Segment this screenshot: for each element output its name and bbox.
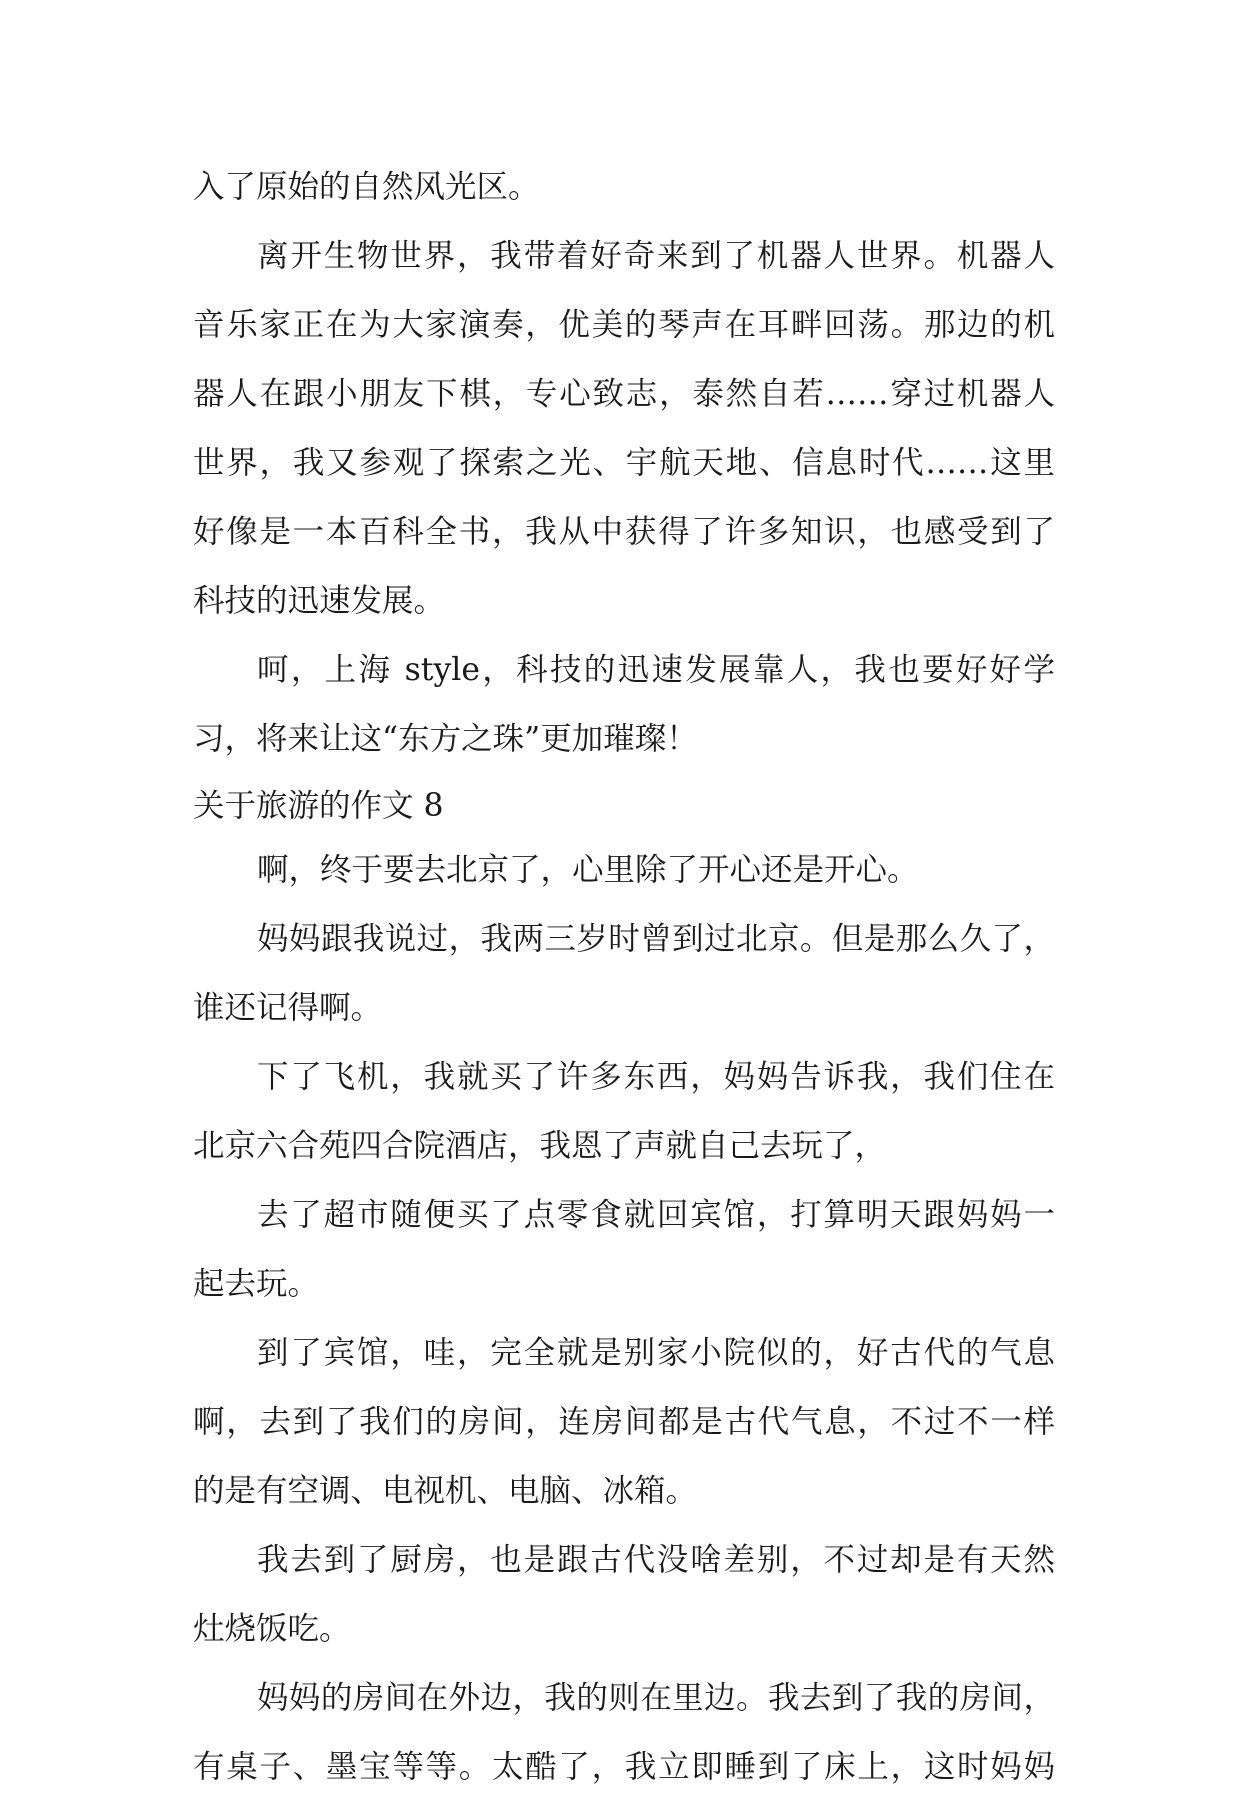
text-line: 有桌子、墨宝等等。太酷了，我立即睡到了床上，这时妈妈 xyxy=(193,1749,1055,1785)
text-line: 北京六合苑四合院酒店，我恩了声就自己去玩了， xyxy=(193,1128,887,1164)
text-line: 的是有空调、电视机、电脑、冰箱。 xyxy=(193,1473,698,1509)
text-line: 啊，终于要去北京了，心里除了开心还是开心。 xyxy=(257,852,919,888)
text-line: 我去到了厨房，也是跟古代没啥差别，不过却是有天然 xyxy=(257,1542,1055,1578)
text-line: 呵，上海 style，科技的迅速发展靠人，我也要好好学 xyxy=(257,652,1055,688)
text-line: 离开生物世界，我带着好奇来到了机器人世界。机器人 xyxy=(257,238,1055,274)
text-line: 谁还记得啊。 xyxy=(193,990,383,1026)
text-line: 去了超市随便买了点零食就回宾馆，打算明天跟妈妈一 xyxy=(257,1197,1055,1233)
text-line: 下了飞机，我就买了许多东西，妈妈告诉我，我们住在 xyxy=(257,1059,1055,1095)
document-body xyxy=(193,157,1055,1806)
text-line: 妈妈的房间在外边，我的则在里边。我去到了我的房间， xyxy=(257,1680,1055,1716)
text-line: 啊，去到了我们的房间，连房间都是古代气息，不过不一样 xyxy=(193,1404,1055,1440)
text-line: 妈妈跟我说过，我两三岁时曾到过北京。但是那么久了， xyxy=(257,921,1055,957)
text-line: 灶烧饭吃。 xyxy=(193,1611,351,1647)
text-line: 到了宾馆，哇，完全就是别家小院似的，好古代的气息 xyxy=(257,1335,1055,1371)
text-line: 科技的迅速发展。 xyxy=(193,583,446,619)
text-line: 起去玩。 xyxy=(193,1266,320,1302)
text-line: 音乐家正在为大家演奏，优美的琴声在耳畔回荡。那边的机 xyxy=(193,307,1055,343)
text-line: 世界，我又参观了探索之光、宇航天地、信息时代……这里 xyxy=(193,445,1055,481)
section-heading: 关于旅游的作文 8 xyxy=(193,788,444,824)
text-line: 器人在跟小朋友下棋，专心致志，泰然自若……穿过机器人 xyxy=(193,376,1055,412)
text-line: 入了原始的自然风光区。 xyxy=(193,169,540,205)
text-line: 习，将来让这“东方之珠”更加璀璨！ xyxy=(193,721,698,757)
text-line: 好像是一本百科全书，我从中获得了许多知识，也感受到了 xyxy=(193,514,1055,550)
